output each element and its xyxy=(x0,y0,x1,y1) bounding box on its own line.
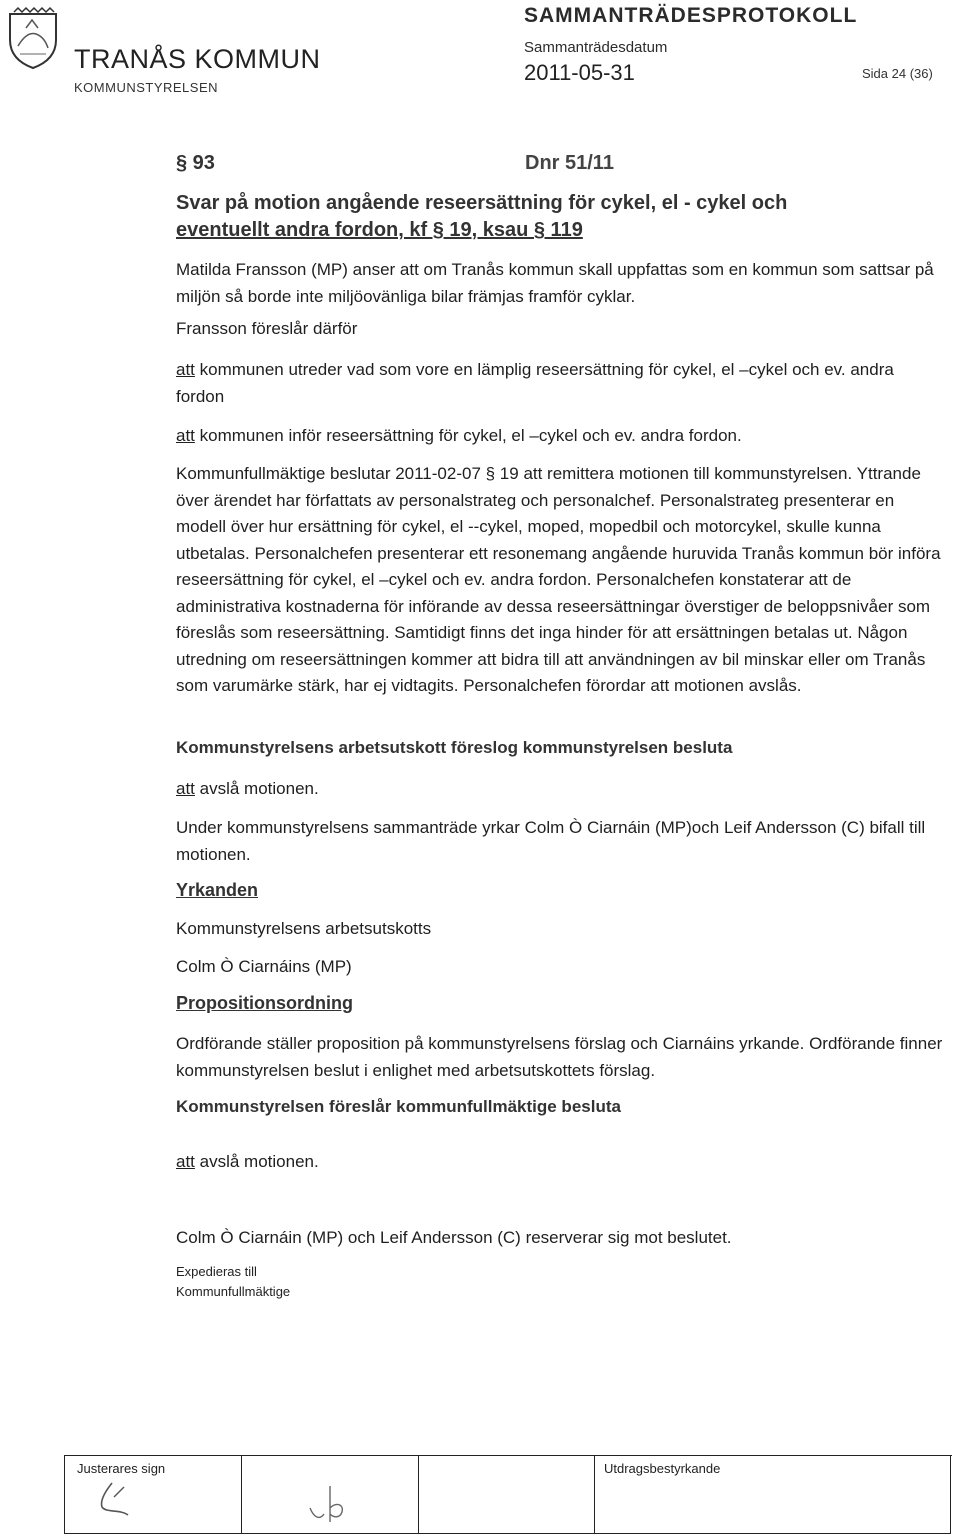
paragraph-meeting-claims xyxy=(176,815,946,868)
paragraph-reservation xyxy=(176,1225,946,1252)
organization-department: KOMMUNSTYRELSEN xyxy=(74,80,219,95)
paragraph-text: Colm Ò Ciarnáins (MP) xyxy=(176,957,352,976)
att-clause-3 xyxy=(176,776,946,803)
distribution-label: Expedieras till xyxy=(176,1264,257,1279)
signature-box-3 xyxy=(418,1455,595,1534)
claim-item-1 xyxy=(176,916,946,943)
att-clause-text: avslå motionen. xyxy=(194,1152,319,1171)
paragraph-text: Fransson föreslår därför xyxy=(176,319,358,338)
municipality-crest-icon xyxy=(4,6,62,70)
heading-line-1: Svar på motion angående reseersättning för cykel, el - cykel och xyxy=(176,192,788,214)
claim-item-2 xyxy=(176,954,946,981)
att-clause-text: kommunen utreder vad som vore en lämplig reseersättning för cykel, el –cykel och ev. andra fordon xyxy=(176,360,894,406)
certification-box-label: Utdragsbestyrkande xyxy=(604,1461,721,1476)
paragraph-number: § 93 xyxy=(176,152,215,174)
subheading-propositionsordning: Propositionsordning xyxy=(176,993,353,1013)
subheading-ks-proposal: Kommunstyrelsen föreslår kommunfullmäktige besluta xyxy=(176,1097,621,1116)
att-clause-text: avslå motionen. xyxy=(194,779,319,798)
att-clause-4 xyxy=(176,1149,946,1176)
paragraph-text: Colm Ò Ciarnáin (MP) och Leif Andersson (C) reserverar sig mot beslutet. xyxy=(176,1228,732,1247)
diary-number: Dnr 51/11 xyxy=(525,152,614,174)
paragraph-text: Under kommunstyrelsens sammanträde yrkar Colm Ò Ciarnáin (MP)och Leif Andersson (C) bifall till motionen. xyxy=(176,818,926,864)
distribution-note xyxy=(176,1262,290,1302)
paragraph-proposal-lead xyxy=(176,316,946,343)
distribution-recipient: Kommunfullmäktige xyxy=(176,1284,291,1299)
meeting-date: 2011-05-31 xyxy=(524,60,635,85)
section-heading xyxy=(176,190,916,244)
att-keyword: att xyxy=(176,360,195,379)
paragraph-text: Matilda Fransson (MP) anser att om Tranås kommun skall uppfattas som en kommun som sattsar på miljön så borde inte miljöovänliga bilar främjas framför cyklar. xyxy=(176,260,934,306)
att-keyword: att xyxy=(176,426,195,445)
att-clause-1 xyxy=(176,357,946,410)
att-keyword: att xyxy=(176,779,195,798)
page-number: Sida 24 (36) xyxy=(862,66,933,81)
signature-box-label: Justerares sign xyxy=(77,1461,166,1476)
paragraph-text: Kommunstyrelsens arbetsutskotts xyxy=(176,919,432,938)
certification-box xyxy=(594,1455,951,1534)
paragraph-text: Kommunfullmäktige beslutar 2011-02-07 § 19 att remittera motionen till kommunstyrelsen. Yttrande över ärendet har författats av personalstrateg och personalchef. Personalstrateg presenterar en modell över hur ersättning för cykel, el --cykel, moped, mopedbil och motorcykel, skulle kunna utbetalas. Personalchefen presenterar ett resonemang angående huruvida Tranås kommun bör införa reseersättning för cykel, el –cykel och ev. andra fordon. Personalchefen konstaterar att de administrativa kostnaderna för införande av dessa reseersättningar överstiger de beloppsnivåer som föreslås som reseersättning. Samtidigt finns det inga hinder för att ersättningen betalas ut. Någon utredning om reseersättningen kommer att bidra till att användningen av bil minskar eller om Tranås som varumärke stärk, har ej vidtagits. Personalchefen förordar att motionen avslås. xyxy=(176,464,941,695)
handwritten-initials-mark xyxy=(90,1475,150,1525)
paragraph-motion-intro xyxy=(176,257,946,310)
document-title: SAMMANTRÄDESPROTOKOLL xyxy=(524,4,858,27)
meeting-date-label: Sammanträdesdatum xyxy=(524,39,668,56)
paragraph-text: Ordförande ställer proposition på kommunstyrelsens förslag och Ciarnáins yrkande. Ordförande finner kommunstyrelsen beslut i enlighet med arbetsutskottets förslag. xyxy=(176,1034,943,1080)
att-keyword: att xyxy=(176,1152,195,1171)
handwritten-initials-mark xyxy=(300,1478,360,1528)
heading-line-2: eventuellt andra fordon, kf § 19, ksau § 119 xyxy=(176,219,583,241)
att-clause-2 xyxy=(176,423,946,450)
organization-name: TRANÅS KOMMUN xyxy=(74,44,321,74)
paragraph-background xyxy=(176,461,946,700)
paragraph-proposition xyxy=(176,1031,946,1084)
att-clause-text: kommunen inför reseersättning för cykel, el –cykel och ev. andra fordon. xyxy=(194,426,742,445)
subheading-yrkanden: Yrkanden xyxy=(176,880,259,900)
subheading-au-proposal: Kommunstyrelsens arbetsutskott föreslog kommunstyrelsen besluta xyxy=(176,738,733,757)
